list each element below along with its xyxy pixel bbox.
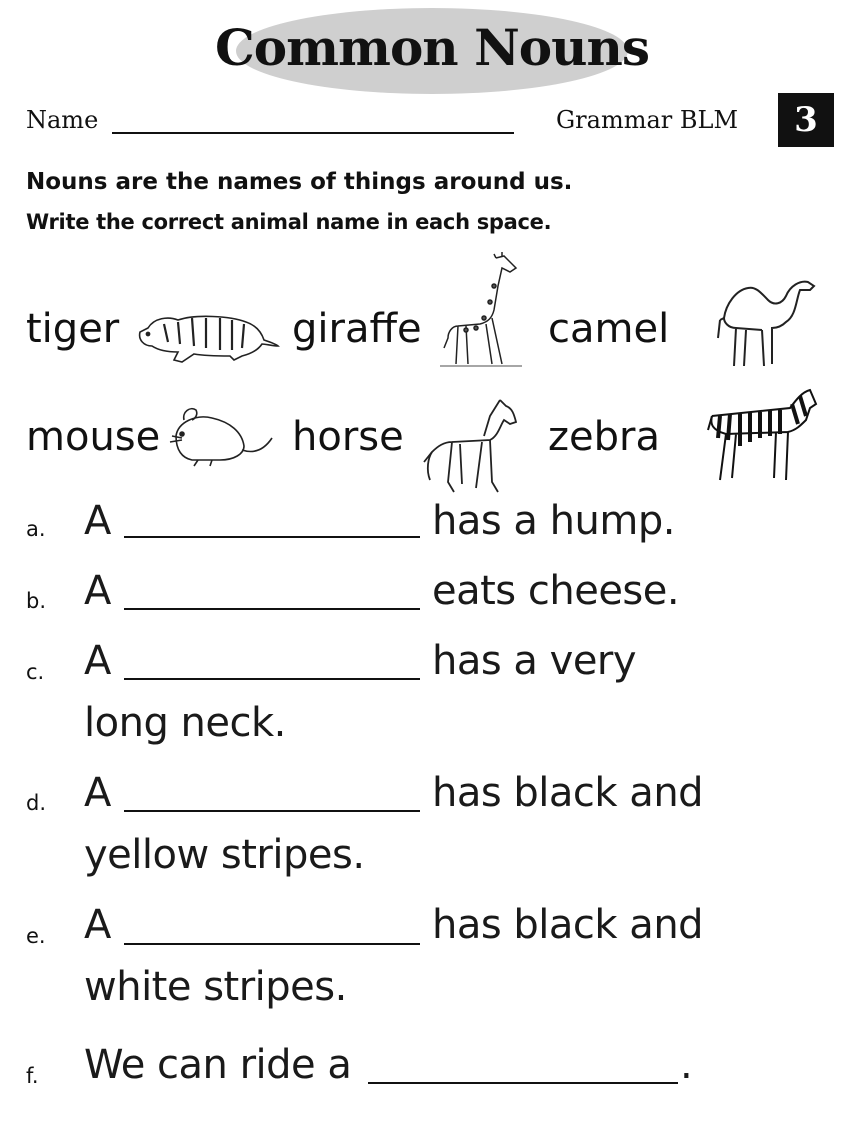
exercise-start: A (84, 568, 111, 614)
mouse-icon (168, 402, 276, 470)
exercise-letter: c. (26, 660, 45, 684)
answer-blank-b[interactable] (124, 608, 420, 610)
zebra-icon (706, 386, 820, 486)
word-giraffe: giraffe (292, 306, 422, 352)
exercise-end: has a hump. (432, 498, 675, 544)
word-mouse: mouse (26, 414, 161, 460)
exercise-start: A (84, 902, 111, 948)
exercise-start: A (84, 770, 111, 816)
exercise-letter: f. (26, 1064, 39, 1088)
answer-blank-c[interactable] (124, 678, 420, 680)
exercise-end: eats cheese. (432, 568, 680, 614)
exercise-start: A (84, 638, 111, 684)
answer-blank-e[interactable] (124, 943, 420, 945)
answer-blank-a[interactable] (124, 536, 420, 538)
page-title: Common Nouns (215, 18, 649, 77)
exercise-letter: b. (26, 589, 47, 613)
instruction-line-1: Nouns are the names of things around us. (26, 169, 573, 195)
answer-blank-f[interactable] (368, 1082, 678, 1084)
word-tiger: tiger (26, 306, 120, 352)
exercise-end: has black and (432, 902, 704, 948)
tiger-icon (134, 306, 280, 366)
name-label: Name (26, 106, 99, 134)
exercise-letter: e. (26, 924, 46, 948)
camel-icon (716, 276, 820, 370)
exercise-continuation: yellow stripes. (84, 832, 365, 878)
name-field[interactable] (112, 132, 514, 134)
exercise-continuation: long neck. (84, 700, 286, 746)
blm-label: Grammar BLM (556, 106, 739, 134)
exercise-end: has a very (432, 638, 637, 684)
instruction-line-2: Write the correct animal name in each space. (26, 210, 552, 234)
exercise-continuation: white stripes. (84, 964, 347, 1010)
exercise-start: A (84, 498, 111, 544)
exercise-letter: a. (26, 517, 46, 541)
word-camel: camel (548, 306, 670, 352)
exercise-end: . (680, 1042, 693, 1088)
exercise-start: We can ride a (84, 1042, 352, 1088)
giraffe-icon (436, 252, 526, 372)
horse-icon (418, 396, 528, 496)
blm-number-badge: 3 (778, 93, 834, 147)
word-horse: horse (292, 414, 404, 460)
answer-blank-d[interactable] (124, 810, 420, 812)
word-zebra: zebra (548, 414, 660, 460)
exercise-letter: d. (26, 791, 47, 815)
exercise-end: has black and (432, 770, 704, 816)
